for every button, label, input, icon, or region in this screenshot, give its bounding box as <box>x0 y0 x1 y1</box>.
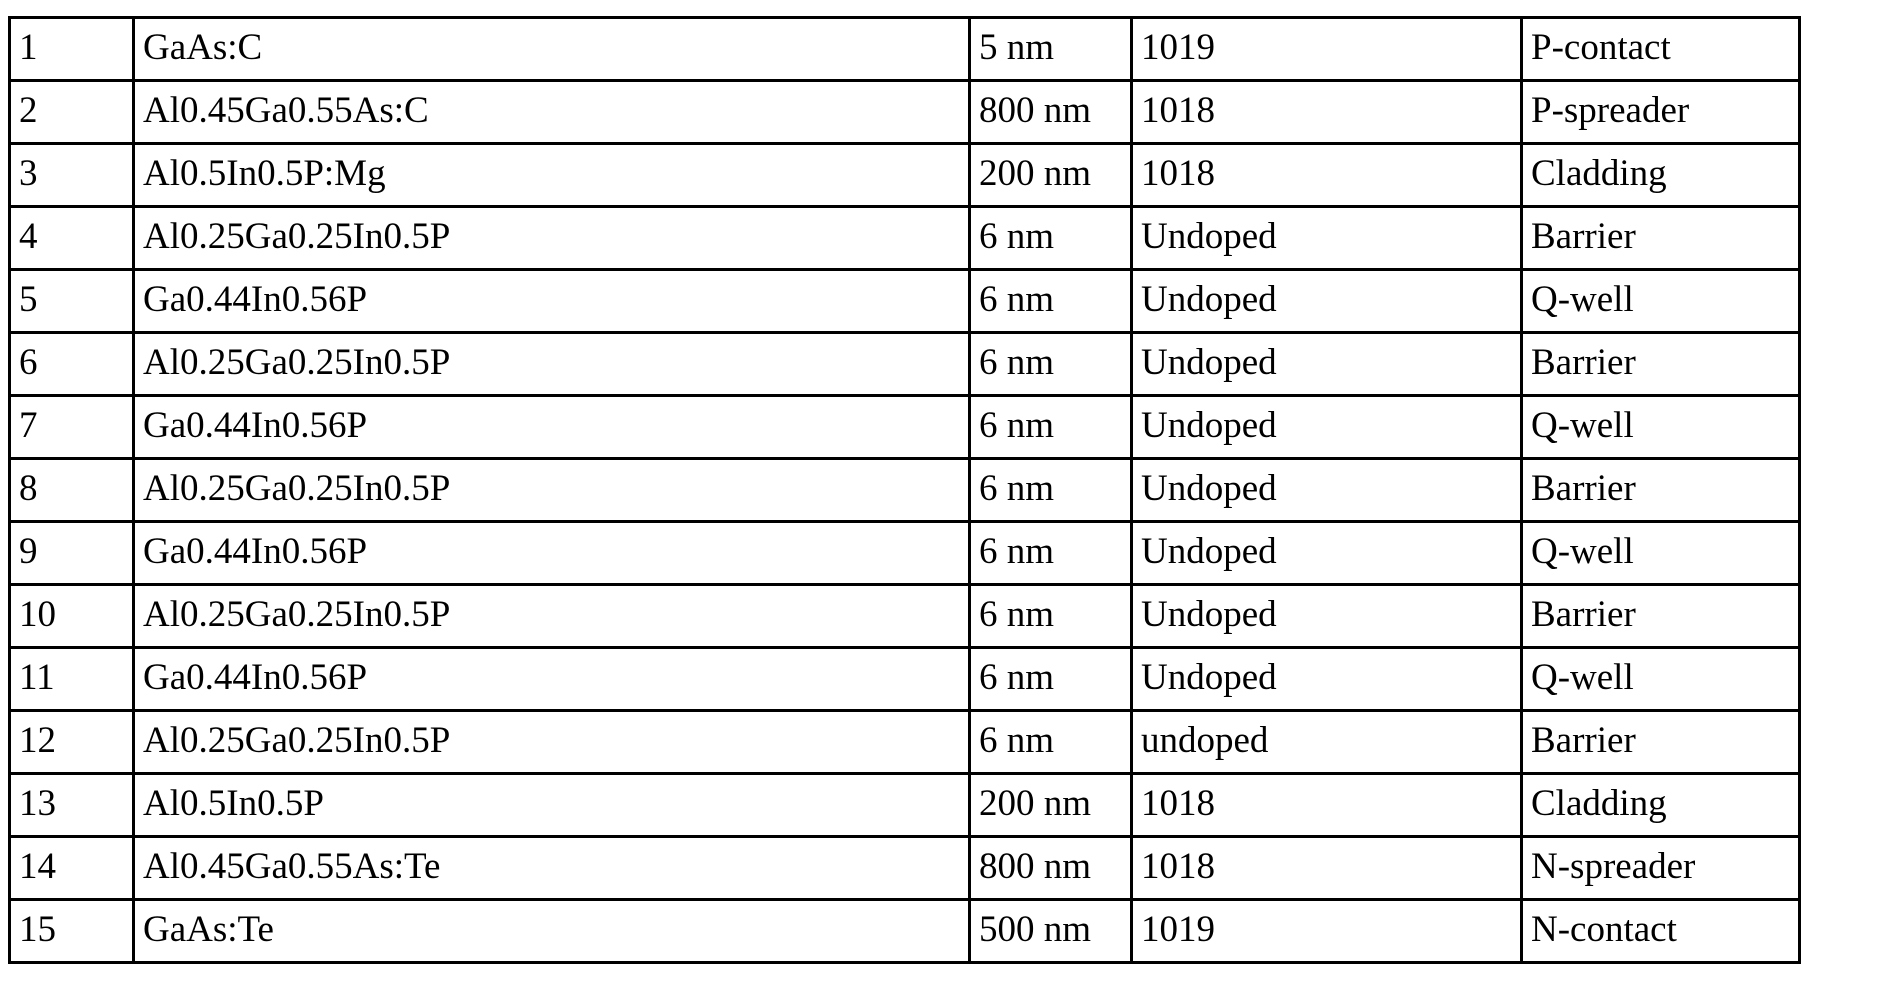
table-row <box>10 774 1800 837</box>
table-row <box>10 144 1800 207</box>
cell-doping: Undoped <box>1132 585 1522 648</box>
cell-doping: 1018 <box>1132 144 1522 207</box>
cell-index: 12 <box>10 711 134 774</box>
cell-thickness: 200 nm <box>970 144 1132 207</box>
table-row <box>10 270 1800 333</box>
cell-doping: 1018 <box>1132 81 1522 144</box>
cell-thickness: 6 nm <box>970 648 1132 711</box>
cell-function: Barrier <box>1522 711 1800 774</box>
cell-index: 13 <box>10 774 134 837</box>
cell-doping: 1018 <box>1132 837 1522 900</box>
table-row <box>10 522 1800 585</box>
cell-index: 11 <box>10 648 134 711</box>
cell-index: 14 <box>10 837 134 900</box>
cell-material: Al0.25Ga0.25In0.5P <box>134 459 970 522</box>
cell-thickness: 5 nm <box>970 18 1132 81</box>
cell-material: Al0.45Ga0.55As:C <box>134 81 970 144</box>
cell-index: 9 <box>10 522 134 585</box>
cell-doping: 1018 <box>1132 774 1522 837</box>
cell-doping: Undoped <box>1132 333 1522 396</box>
table-row <box>10 333 1800 396</box>
cell-thickness: 800 nm <box>970 81 1132 144</box>
cell-function: Cladding <box>1522 144 1800 207</box>
table-row <box>10 648 1800 711</box>
cell-thickness: 200 nm <box>970 774 1132 837</box>
cell-material: GaAs:C <box>134 18 970 81</box>
cell-function: Q-well <box>1522 270 1800 333</box>
cell-doping: Undoped <box>1132 270 1522 333</box>
cell-thickness: 6 nm <box>970 711 1132 774</box>
cell-function: N-spreader <box>1522 837 1800 900</box>
cell-function: Barrier <box>1522 585 1800 648</box>
cell-function: Q-well <box>1522 396 1800 459</box>
cell-material: Ga0.44In0.56P <box>134 396 970 459</box>
cell-index: 1 <box>10 18 134 81</box>
cell-thickness: 6 nm <box>970 522 1132 585</box>
cell-function: P-contact <box>1522 18 1800 81</box>
table-row <box>10 81 1800 144</box>
table-row <box>10 900 1800 963</box>
cell-thickness: 6 nm <box>970 396 1132 459</box>
cell-doping: Undoped <box>1132 207 1522 270</box>
cell-thickness: 6 nm <box>970 207 1132 270</box>
cell-function: N-contact <box>1522 900 1800 963</box>
cell-material: Al0.25Ga0.25In0.5P <box>134 207 970 270</box>
cell-function: Q-well <box>1522 522 1800 585</box>
cell-material: Al0.25Ga0.25In0.5P <box>134 585 970 648</box>
cell-material: Al0.45Ga0.55As:Te <box>134 837 970 900</box>
cell-thickness: 6 nm <box>970 270 1132 333</box>
cell-thickness: 500 nm <box>970 900 1132 963</box>
cell-doping: 1019 <box>1132 18 1522 81</box>
cell-material: Al0.25Ga0.25In0.5P <box>134 333 970 396</box>
cell-doping: 1019 <box>1132 900 1522 963</box>
cell-function: Barrier <box>1522 333 1800 396</box>
layer-structure-table <box>8 16 1801 964</box>
cell-material: GaAs:Te <box>134 900 970 963</box>
cell-material: Ga0.44In0.56P <box>134 270 970 333</box>
cell-index: 15 <box>10 900 134 963</box>
table-body <box>10 18 1800 963</box>
cell-function: Q-well <box>1522 648 1800 711</box>
cell-function: Cladding <box>1522 774 1800 837</box>
cell-material: Al0.5In0.5P <box>134 774 970 837</box>
cell-index: 6 <box>10 333 134 396</box>
cell-doping: Undoped <box>1132 459 1522 522</box>
cell-index: 10 <box>10 585 134 648</box>
table-row <box>10 711 1800 774</box>
cell-doping: undoped <box>1132 711 1522 774</box>
cell-material: Al0.25Ga0.25In0.5P <box>134 711 970 774</box>
table-row <box>10 585 1800 648</box>
cell-function: Barrier <box>1522 207 1800 270</box>
cell-thickness: 6 nm <box>970 585 1132 648</box>
cell-index: 4 <box>10 207 134 270</box>
table-row <box>10 18 1800 81</box>
cell-material: Ga0.44In0.56P <box>134 522 970 585</box>
cell-index: 5 <box>10 270 134 333</box>
layer-structure-table-wrapper <box>8 16 1798 964</box>
cell-index: 2 <box>10 81 134 144</box>
table-row <box>10 459 1800 522</box>
table-row <box>10 837 1800 900</box>
cell-function: P-spreader <box>1522 81 1800 144</box>
cell-thickness: 6 nm <box>970 333 1132 396</box>
cell-doping: Undoped <box>1132 522 1522 585</box>
cell-index: 8 <box>10 459 134 522</box>
cell-doping: Undoped <box>1132 648 1522 711</box>
cell-function: Barrier <box>1522 459 1800 522</box>
cell-doping: Undoped <box>1132 396 1522 459</box>
cell-index: 3 <box>10 144 134 207</box>
cell-material: Al0.5In0.5P:Mg <box>134 144 970 207</box>
cell-material: Ga0.44In0.56P <box>134 648 970 711</box>
table-row <box>10 207 1800 270</box>
cell-thickness: 6 nm <box>970 459 1132 522</box>
table-row <box>10 396 1800 459</box>
cell-index: 7 <box>10 396 134 459</box>
cell-thickness: 800 nm <box>970 837 1132 900</box>
